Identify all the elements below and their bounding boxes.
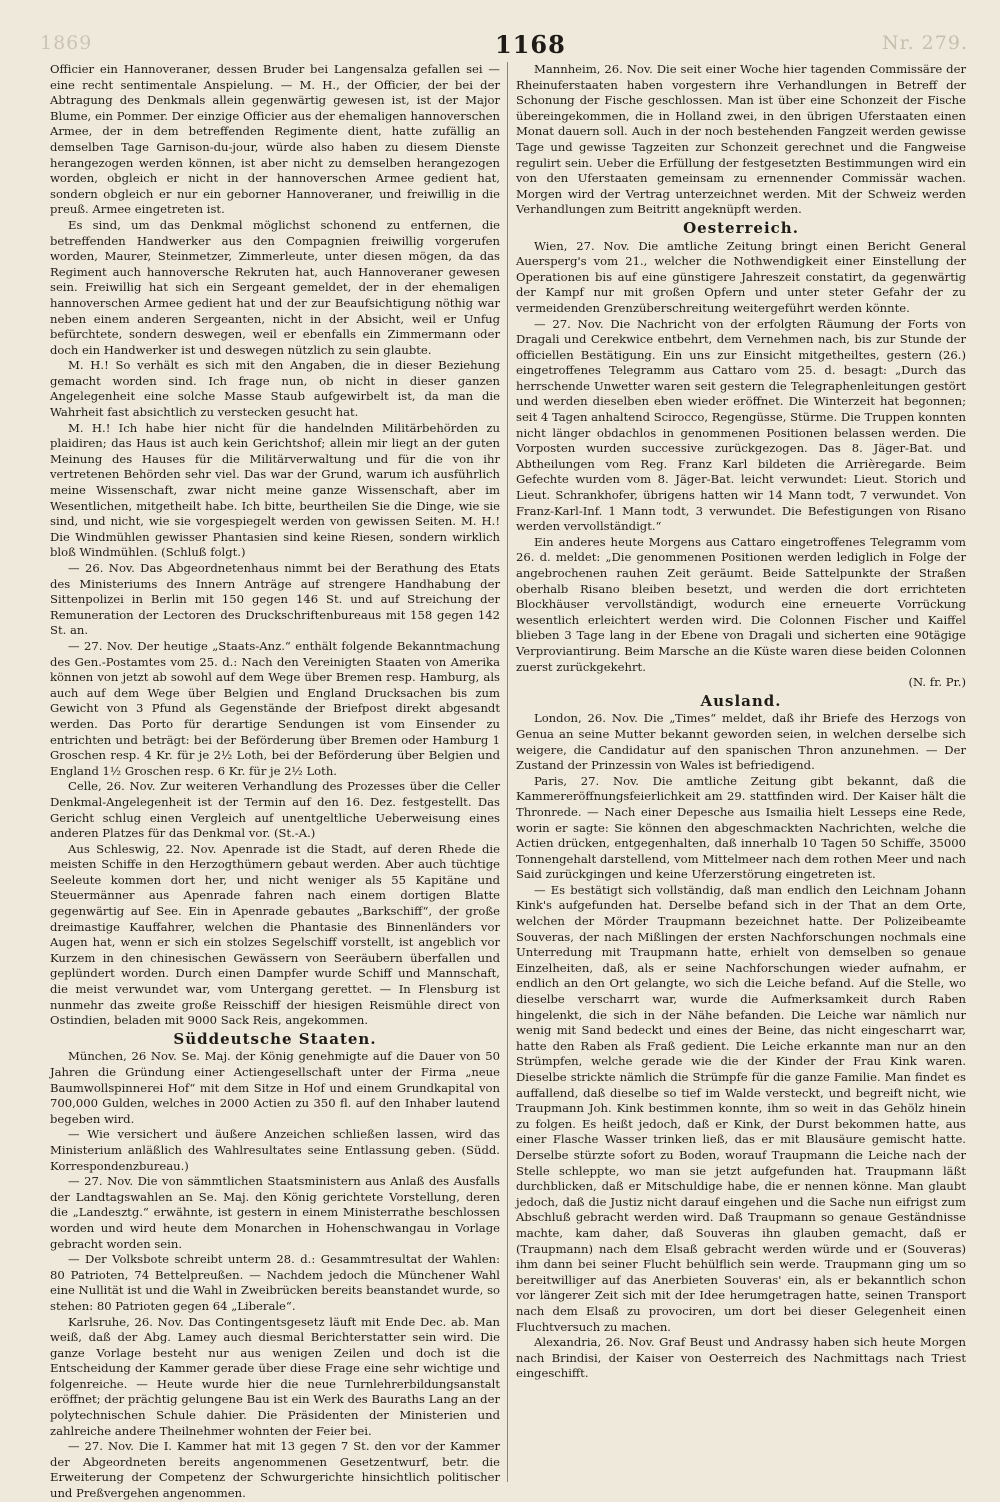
article-paragraph: — 27. Nov. Die von sämmtlichen Staatsministern aus Anlaß des Ausfalls der Landtagswahlen an Se. Maj. den König gerichtete Vorstellung, deren die „Landesztg.“ erwähnte, ist gestern in einem Ministerrathe beschlossen worden und wird heute dem Monarchen in Hohenschwangau in Vorlage gebracht worden sein.: [50, 1174, 500, 1251]
article-paragraph: Paris, 27. Nov. Die amtliche Zeitung gibt bekannt, daß die Kammereröffnungsfeierlichkeit am 29. stattfinden wird. Der Kaiser hält die Thronrede. — Nach einer Depesche aus Ismailia hielt Lesseps eine Rede, worin er sagte: Sie können den abgeschmackten Nachrichten, welche die Actien drücken, entgegenhalten, daß innerhalb 10 Tagen 50 Schiffe, 35000 Tonnengehalt darstellend, vom Mittelmeer nach dem rothen Meer und nach Said zurückgingen und keine Uferzerstörung eingetreten ist.: [516, 773, 966, 882]
page-header: [40, 30, 968, 60]
column-divider: [507, 62, 508, 1482]
article-paragraph: Officier ein Hannoveraner, dessen Bruder bei Langensalza gefallen sei — eine recht sentimentale Anspielung. — M. H., der Officier, der bei der Abtragung des Denkmals allein gegenwärtig gewesen ist, ist der Major Blume, ein Pommer. Der einzige Officier aus der ehemaligen hannoverschen Armee, der in dem betreffenden Regimente dient, hatte zufällig an demselben Tage Garnison-du-jour, würde also haben zu diesem Dienste herangezogen werden können, ist aber nicht zu demselben herangezogen worden, obgleich er nicht in der hannoverschen Armee gedient hat, sondern obgleich er nur ein geborner Hannoveraner, und freiwillig in die preuß. Armee eingetreten ist.: [50, 62, 500, 217]
article-paragraph: Karlsruhe, 26. Nov. Das Contingentsgesetz läuft mit Ende Dec. ab. Man weiß, daß der Abg. Lamey auch diesmal Berichterstatter sein wird. Die ganze Vorlage besteht nur aus wenigen Zeilen und doch ist die Entscheidung der Kammer gerade über diese Frage eine sehr wichtige und folgenreiche. — Heute wurde hier die neue Turnlehrerbildungsanstalt eröffnet; der prächtig gelungene Bau ist ein Werk des Bauraths Lang an der polytechnischen Schule dahier. Die Präsidenten der Ministerien und zahlreiche andere Theilnehmer wohnten der Feier bei.: [50, 1314, 500, 1438]
article-paragraph: — Es bestätigt sich vollständig, daß man endlich den Leichnam Johann Kink's aufgefunden hat. Derselbe befand sich in der That an dem Orte, welchen der Mörder Traupmann bezeichnet hatte. Der Polizeibeamte Souveras, der nach Mißlingen der ersten Nachforschungen nochmals eine Unterredung mit Traupmann hatte, erhielt von demselben so genaue Einzelheiten, daß, als er seine Nachforschungen wieder aufnahm, er endlich an den Ort gelangte, wo sich die Leiche befand. Auf die Stelle, wo dieselbe verscharrt war, wurde die Aufmerksamkeit durch Raben hingelenkt, die sich in der Nähe befanden. Die Leiche war nämlich nur wenig mit Sand bedeckt und eines der Beine, das nicht eingescharrt war, hatte den Raben als Fraß gedient. Die Leiche erkannte man nur an den Strümpfen, welche gerade wie die der Kinder der Frau Kink waren. Dieselbe strickte nämlich die Strümpfe für die ganze Familie. Man findet es auffallend, daß dieselbe so tief im Walde versteckt, und begreift nicht, wie Traupmann Joh. Kink bestimmen konnte, ihm so weit in das Gehölz hinein zu folgen. Es heißt jedoch, daß er Kink, der Durst bekommen hatte, aus einer Flasche Wasser trinken ließ, das er mit Blausäure gemischt hatte. Derselbe stürzte sofort zu Boden, worauf Traupmann die Leiche nach der Stelle schleppte, wo man sie jetzt aufgefunden hat. Traupmann läßt durchblicken, daß er Mitschuldige habe, die er nennen könne. Man glaubt jedoch, daß die Justiz nicht darauf eingehen und die Sache nun eifrigst zum Abschluß gebracht werden wird. Daß Traupmann so genaue Geständnisse machte, kam daher, daß Souveras ihn glauben gemacht, daß er (Traupmann) nach dem Elsaß gebracht werden würde und er (Souveras) ihm dann bei seiner Flucht behülflich sein werde. Traupmann ging um so bereitwilliger auf das Anerbieten Souveras' ein, als er bekanntlich schon vor längerer Zeit sich mit der Idee herumgetragen hatte, seinen Transport nach dem Elsaß zu provociren, um dort bei dieser Gelegenheit einen Fluchtversuch zu machen.: [516, 882, 966, 1334]
faint-header-right: Nr. 279.: [881, 32, 968, 54]
faint-header-left: 1869: [40, 32, 93, 54]
section-heading-oesterreich: Oesterreich.: [683, 218, 799, 237]
article-paragraph: London, 26. Nov. Die „Times“ meldet, daß ihr Briefe des Herzogs von Genua an seine Mutter bekannt geworden seien, in welchen derselbe sich weigere, die Candidatur auf den spanischen Thron anzunehmen. — Der Zustand der Prinzessin von Wales ist befriedigend.: [516, 711, 966, 773]
section-heading-sueddeutsche: Süddeutsche Staaten.: [173, 1029, 377, 1048]
article-paragraph: Aus Schleswig, 22. Nov. Apenrade ist die Stadt, auf deren Rhede die meisten Schiffe in den Herzogthümern gebaut werden. Aber auch tüchtige Seeleute kommen dort her, und nicht weniger als 55 Kapitäne und Steuermänner aus Apenrade fahren nach einem dortigen Blatte gegenwärtig auf See. Ein in Apenrade gebautes „Barkschiff“, der große dreimastige Kauffahrer, welchen die Phantasie des Binnenländers vor Augen hat, wenn er sich ein stolzes Segelschiff vorstellt, ist angeblich vor Kurzem in den chinesischen Gewässern von Seeräubern überfallen und geplündert worden. Durch einen Dampfer wurde Schiff und Mannschaft, die meist verwundet war, vom Untergang gerettet. — In Flensburg ist nunmehr das zweite große Reisschiff der hiesigen Reismühle direct von Ostindien, beladen mit 9000 Sack Reis, angekommen.: [50, 841, 500, 1028]
article-paragraph: Celle, 26. Nov. Zur weiteren Verhandlung des Prozesses über die Celler Denkmal-Angelegenheit ist der Termin auf den 16. Dez. festgestellt. Das Gericht schlug einen Vergleich auf unentgeltliche Ueberweisung eines anderen Platzes für das Denkmal vor. (St.-A.): [50, 779, 500, 841]
source-note: (N. fr. Pr.): [908, 675, 966, 690]
right-column: [516, 62, 966, 1482]
article-paragraph: M. H.! Ich habe hier nicht für die handelnden Militärbehörden zu plaidiren; das Haus ist auch kein Gerichtshof; allein mir liegt an der guten Meinung des Hauses für die Militärverwaltung und für die von ihr vertretenen Behörden sehr viel. Das war der Grund, warum ich ausführlich meine Wissenschaft, zwar nicht meine ganze Wissenschaft, aber im Wesentlichen, mitgetheilt habe. Ich bitte, beurtheilen Sie die Dinge, wie sie sind, und nicht, wie sie vorgespiegelt werden von gewissen Seiten. M. H.! Die Windmühlen gewisser Phantasien sind keine Riesen, sondern wirklich bloß Windmühlen. (Schluß folgt.): [50, 420, 500, 560]
newspaper-columns: [50, 62, 980, 1501]
article-paragraph: — Der Volksbote schreibt unterm 28. d.: Gesammtresultat der Wahlen: 80 Patrioten, 74 Bettelpreußen. — Nachdem jedoch die Münchener Wahl eine Nullität ist und die Wahl in Zweibrücken bereits beanstandet wurde, so stehen: 80 Patrioten gegen 64 „Liberale“.: [50, 1252, 500, 1313]
article-paragraph: — Wie versichert und äußere Anzeichen schließen lassen, wird das Ministerium anläßlich des Wahlresultates seine Entlassung geben. (Südd. Korrespondenzbureau.): [50, 1127, 500, 1173]
article-paragraph: Ein anderes heute Morgens aus Cattaro eingetroffenes Telegramm vom 26. d. meldet: „Die genommenen Positionen werden lediglich in Folge der angebrochenen rauhen Zeit geräumt. Beide Sattelpunkte der Straßen oberhalb Risano bleiben besetzt, und werden die dort errichteten Blockhäuser vervollständigt, wodurch eine erneuerte Vorrückung wesentlich erleichtert werden wird. Die Colonnen Fischer und Kaiffel blieben 3 Tage lang in der Ebene von Dragali und sicherten eine 90tägige Verproviantirung. Beim Marsche an die Küste waren diese beiden Colonnen zuerst zurückgekehrt.: [516, 534, 966, 674]
article-paragraph: — 27. Nov. Die Nachricht von der erfolgten Räumung der Forts von Dragali und Cerekwice entbehrt, dem Vernehmen nach, bis zur Stunde der officiellen Bestätigung. Ein uns zur Einsicht mitgetheiltes, gestern (26.) eingetroffenes Telegramm aus Cattaro vom 25. d. besagt: „Durch das herrschende Unwetter waren seit gestern die Telegraphenleitungen gestört und werden dieselben eben wieder eröffnet. Die Winterzeit hat begonnen; seit 4 Tagen anhaltend Scirocco, Regengüsse, Stürme. Die Truppen konnten nicht länger obdachlos in genommenen Positionen belassen werden. Die Vorposten wurden successive zurückgezogen. Das 8. Jäger-Bat. und Abtheilungen vom Reg. Franz Karl bildeten die Arrièregarde. Beim Gefechte wurden vom 8. Jäger-Bat. leicht verwundet: Lieut. Storich und Lieut. Schrankhofer, übrigens hatten wir 14 Mann todt, 7 verwundet. Von Franz-Karl-Inf. 1 Mann todt, 3 verwundet. Die Befestigungen von Risano werden vervollständigt.“: [516, 316, 966, 534]
article-paragraph: M. H.! So verhält es sich mit den Angaben, die in dieser Beziehung gemacht worden sind. Ich frage nun, ob nicht in dieser ganzen Angelegenheit eine solche Masse Staub aufgewirbelt ist, da man die Wahrheit fast absichtlich zu verstecken gesucht hat.: [50, 358, 500, 420]
article-paragraph: Es sind, um das Denkmal möglichst schonend zu entfernen, die betreffenden Handwerker aus den Compagnien freiwillig vorgerufen worden, Maurer, Steinmetzer, Zimmerleute, unter diesen mögen, da das Regiment auch hannoversche Rekruten hat, auch Hannoveraner gewesen sein. Freiwillig hat sich ein Sergeant gemeldet, der in der ehemaligen hannoverschen Armee gedient hat und der zur Beaufsichtigung nöthig war neben einem anderen Sergeanten, nicht in der Absicht, weil er Unfug befürchtete, sondern deswegen, weil er ebenfalls ein Zimmermann oder doch ein Handwerker ist und deswegen nützlich zu sein glaubte.: [50, 217, 500, 357]
article-paragraph: — 27. Nov. Der heutige „Staats-Anz.“ enthält folgende Bekanntmachung des Gen.-Postamtes vom 25. d.: Nach den Vereinigten Staaten von Amerika können von jetzt ab sowohl auf dem Wege über Bremen resp. Hamburg, als auch auf dem Wege über Belgien und England Drucksachen bis zum Gewicht von 3 Pfund als Gegenstände der Briefpost direkt abgesandt werden. Das Porto für derartige Sendungen ist vom Einsender zu entrichten und beträgt: bei der Beförderung über Bremen oder Hamburg 1 Groschen resp. 4 Kr. für je 2½ Loth, bei der Beförderung über Belgien und England 1½ Groschen resp. 6 Kr. für je 2½ Loth.: [50, 638, 500, 778]
article-paragraph: Wien, 27. Nov. Die amtliche Zeitung bringt einen Bericht General Auersperg's vom 21., welcher die Nothwendigkeit einer Einstellung der Operationen bis auf eine günstigere Jahreszeit constatirt, da gegenwärtig der Kampf nur mit großen Opfern und unter steter Gefahr der zu vermeidenden Grenzüberschreitung weitergeführt werden könnte.: [516, 238, 966, 315]
left-column: [50, 62, 500, 1501]
article-paragraph: — 26. Nov. Das Abgeordnetenhaus nimmt bei der Berathung des Etats des Ministeriums des Innern Anträge auf strengere Handhabung der Sittenpolizei in Berlin mit 150 gegen 146 St. und auf Streichung der Remuneration der Lectoren des Druckschriftenbureaus mit 158 gegen 142 St. an.: [50, 561, 500, 638]
page-number: 1168: [495, 30, 566, 59]
section-heading-ausland: Ausland.: [700, 691, 782, 710]
article-paragraph: Alexandria, 26. Nov. Graf Beust und Andrassy haben sich heute Morgen nach Brindisi, der Kaiser von Oesterreich des Nachmittags nach Triest eingeschifft.: [516, 1335, 966, 1381]
article-paragraph: München, 26 Nov. Se. Maj. der König genehmigte auf die Dauer von 50 Jahren die Gründung einer Actiengesellschaft unter der Firma „neue Baumwollspinnerei Hof“ mit dem Sitze in Hof und einem Grundkapital von 700,000 Gulden, welches in 2000 Actien zu 350 fl. auf den Inhaber lautend begeben wird.: [50, 1049, 500, 1126]
article-paragraph: — 27. Nov. Die I. Kammer hat mit 13 gegen 7 St. den vor der Kammer der Abgeordneten bereits angenommenen Gesetzentwurf, betr. die Erweiterung der Competenz der Schwurgerichte hinsichtlich politischer und Preßvergehen angenommen.: [50, 1439, 500, 1501]
article-paragraph: Mannheim, 26. Nov. Die seit einer Woche hier tagenden Commissäre der Rheinuferstaaten haben vorgestern ihre Verhandlungen in Betreff der Schonung der Fische geschlossen. Man ist über eine Schonzeit der Fische übereingekommen, die in Holland zwei, in den übrigen Uferstaaten einen Monat dauern soll. Auch in der noch bestehenden Fangzeit werden gewisse Tage und gewisse Tagzeiten zur Schonzeit gerechnet und die Fangweise regulirt sein. Ueber die Erfüllung der festgesetzten Bestimmungen wird ein von den Uferstaaten gemeinsam zu ernennender Commissär wachen. Morgen wird der Vertrag unterzeichnet werden. Mit der Schweiz werden Verhandlungen zum Beitritt angeknüpft werden.: [516, 62, 966, 217]
